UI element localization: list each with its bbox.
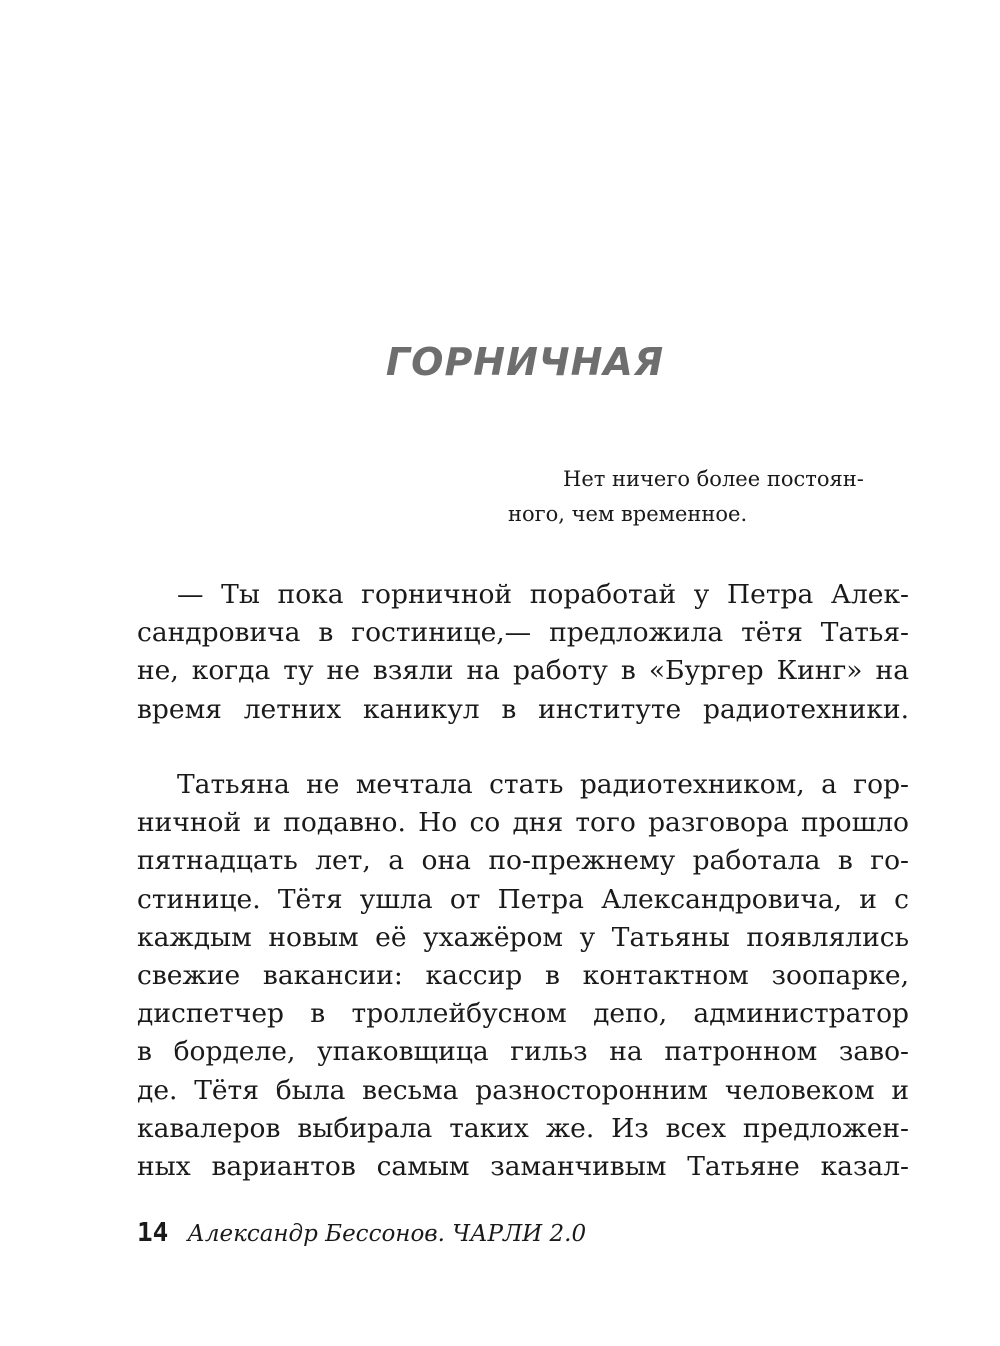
running-title: Александр Бессонов. ЧАРЛИ 2.0 [187,1221,587,1247]
text-line: — Ты пока горничной поработай у Петра Алек- [177,579,909,610]
text-line: кавалеров выбирала таких же. Из всех предложен- [137,1112,909,1144]
epigraph [508,462,908,532]
chapter-title: ГОРНИЧНАЯ [385,340,665,384]
text-line: де. Тётя была весьма разносторонним человеком и [137,1074,909,1106]
text-line: ничной и подавно. Но со дня того разговора прошло [137,807,909,839]
epigraph-line: Нет ничего более постоян- [563,467,864,491]
page-number: 14 [137,1218,169,1248]
paragraph-narrative [137,766,909,1186]
text-line: диспетчер в троллейбусном депо, администратор [137,998,909,1030]
text-line: стинице. Тётя ушла от Петра Александровича, и с [137,883,909,915]
text-line: каждым новым её ухажёром у Татьяны появлялись [137,921,909,953]
text-line: не, когда ту не взяли на работу в «Бургер Кинг» на [137,655,909,687]
text-line: Татьяна не мечтала стать радиотехником, а гор- [177,769,909,800]
text-line: сандровича в гостинице,— предложила тётя Татья- [137,617,909,649]
text-line: время летних каникул в институте радиотехники. [137,693,909,725]
epigraph-line: ного, чем временное. [508,502,748,526]
text-line: ных вариантов самым заманчивым Татьяне казал- [137,1151,909,1183]
text-line: в борделе, упаковщица гильз на патронном заво- [137,1036,909,1068]
page-footer [137,1218,586,1248]
text-line: свежие вакансии: кассир в контактном зоопарке, [137,960,909,992]
paragraph-dialogue [137,576,909,729]
text-line: пятнадцать лет, а она по-прежнему работала в го- [137,845,909,877]
